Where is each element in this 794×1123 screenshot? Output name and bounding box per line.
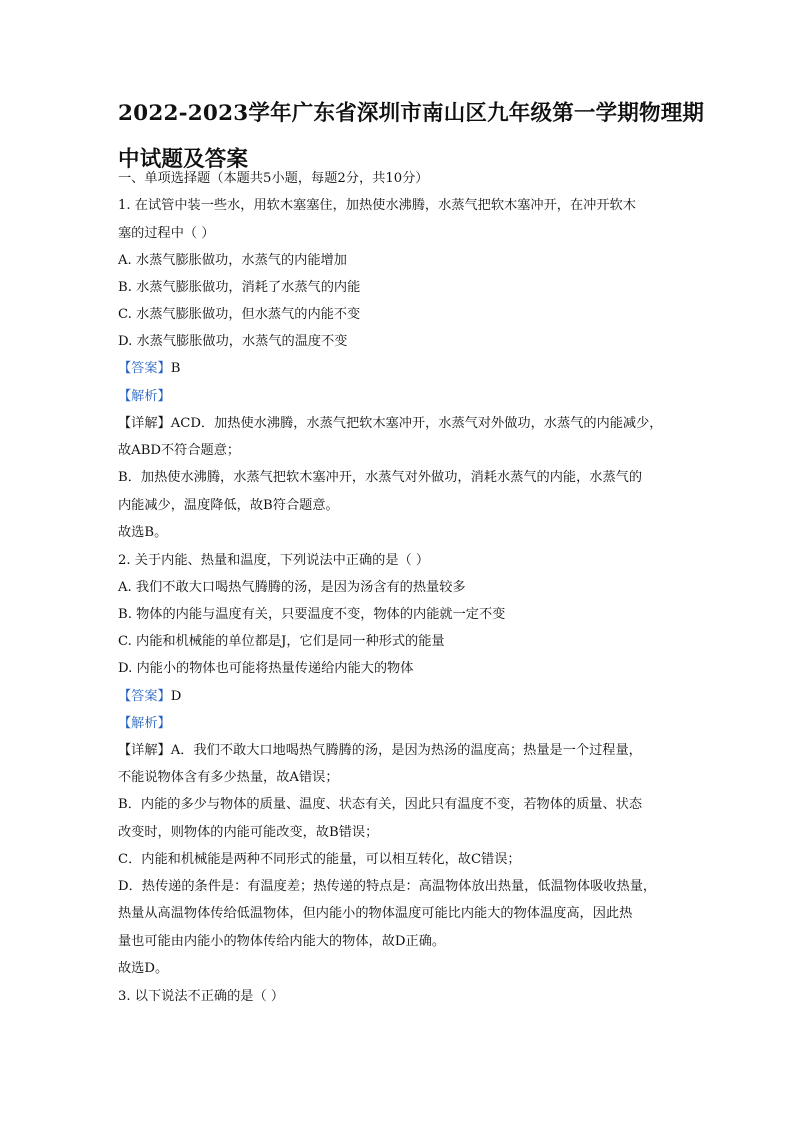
text-line bbox=[118, 851, 521, 869]
line-text: C．内能和机械能是两种不同形式的能量，可以相互转化，故C错误； bbox=[118, 852, 521, 867]
line-text: 不能说物体含有多少热量，故A错误； bbox=[118, 770, 339, 785]
line-text: A. 水蒸气膨胀做功，水蒸气的内能增加 bbox=[118, 253, 347, 268]
text-line bbox=[118, 905, 632, 923]
text-line bbox=[118, 988, 284, 1006]
line-text: A. 我们不敢大口喝热气腾腾的汤，是因为汤含有的热量较多 bbox=[118, 580, 466, 595]
text-line bbox=[118, 170, 429, 188]
line-text: 一、单项选择题（本题共5小题，每题2分，共10分） bbox=[118, 171, 429, 186]
line-text: 2. 关于内能、热量和温度，下列说法中正确的是（ ） bbox=[118, 553, 430, 568]
line-text: 量也可能由内能小的物体传给内能大的物体，故D正确。 bbox=[118, 934, 446, 949]
line-text: C. 内能和机械能的单位都是J，它们是同一种形式的能量 bbox=[118, 634, 445, 649]
text-line bbox=[118, 442, 240, 460]
text-line bbox=[118, 333, 348, 351]
section-tag: 【解析】 bbox=[118, 389, 171, 404]
line-text: 3. 以下说法不正确的是（ ） bbox=[118, 989, 285, 1004]
line-text: B．内能的多少与物体的质量、温度、状态有关，因此只有温度不变，若物体的质量、状态 bbox=[118, 797, 642, 812]
text-line bbox=[118, 933, 445, 951]
line-text: B．加热使水沸腾，水蒸气把软木塞冲开，水蒸气对外做功，消耗水蒸气的内能，水蒸气的 bbox=[118, 470, 642, 485]
text-line bbox=[118, 769, 339, 787]
line-text: 【详解】ACD．加热使水沸腾，水蒸气把软木塞冲开，水蒸气对外做功，水蒸气的内能减少， bbox=[118, 416, 663, 431]
line-text: 内能减少，温度降低，故B符合题意。 bbox=[118, 498, 339, 513]
line-text: 改变时，则物体的内能可能改变，故B错误； bbox=[118, 825, 379, 840]
line-text: 故选B。 bbox=[118, 525, 168, 540]
line-text: 故选D。 bbox=[118, 961, 169, 976]
line-text: 【详解】A．我们不敢大口地喝热气腾腾的汤，是因为热汤的温度高；热量是一个过程量， bbox=[118, 743, 642, 758]
section-tag: 【解析】 bbox=[118, 716, 171, 731]
section-tag: 【答案】 bbox=[118, 361, 171, 376]
text-line bbox=[118, 197, 636, 215]
line-text: 热量从高温物体传给低温物体，但内能小的物体温度可能比内能大的物体温度高，因此热 bbox=[118, 906, 633, 921]
text-line bbox=[118, 388, 171, 406]
text-line bbox=[118, 579, 466, 597]
text-line bbox=[118, 552, 429, 570]
text-line bbox=[118, 415, 663, 433]
text-line bbox=[118, 360, 180, 378]
text-line bbox=[118, 524, 167, 542]
line-text: 故ABD不符合题意； bbox=[118, 443, 241, 458]
line-text: B. 水蒸气膨胀做功，消耗了水蒸气的内能 bbox=[118, 280, 361, 295]
text-line bbox=[118, 497, 339, 515]
text-line bbox=[118, 606, 505, 624]
text-line bbox=[118, 306, 360, 324]
line-text: C. 水蒸气膨胀做功，但水蒸气的内能不变 bbox=[118, 307, 361, 322]
text-line bbox=[118, 688, 181, 706]
line-text: D．热传递的条件是：有温度差；热传递的特点是：高温物体放出热量，低温物体吸收热量， bbox=[118, 879, 657, 894]
text-line bbox=[118, 252, 347, 270]
text-line bbox=[118, 878, 656, 896]
line-text: 1. 在试管中装一些水，用软木塞塞住，加热使水沸腾，水蒸气把软木塞冲开，在冲开软木 bbox=[118, 198, 636, 213]
text-line bbox=[118, 715, 171, 733]
text-line bbox=[118, 633, 445, 651]
line-text: D. 内能小的物体也可能将热量传递给内能大的物体 bbox=[118, 661, 414, 676]
text-line bbox=[118, 225, 215, 243]
text-line bbox=[118, 469, 642, 487]
text-line bbox=[118, 796, 642, 814]
line-text: D bbox=[170, 689, 182, 704]
doc-title-line-1: 2022-2023学年广东省深圳市南山区九年级第一学期物理期 bbox=[118, 101, 705, 126]
text-line bbox=[118, 742, 642, 760]
doc-title-line-2: 中试题及答案 bbox=[118, 147, 249, 172]
line-text: B. 物体的内能与温度有关，只要温度不变，物体的内能就一定不变 bbox=[118, 607, 506, 622]
line-text: D. 水蒸气膨胀做功，水蒸气的温度不变 bbox=[118, 334, 348, 349]
text-line bbox=[118, 824, 378, 842]
line-text: B bbox=[170, 361, 181, 376]
line-text: 塞的过程中（ ） bbox=[118, 226, 215, 241]
text-line bbox=[118, 660, 413, 678]
section-tag: 【答案】 bbox=[118, 689, 171, 704]
text-line bbox=[118, 960, 168, 978]
text-line bbox=[118, 279, 360, 297]
